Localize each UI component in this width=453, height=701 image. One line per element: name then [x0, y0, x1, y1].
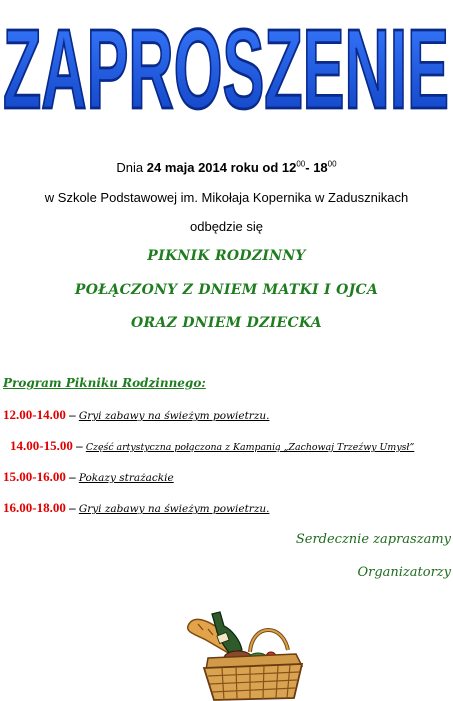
- date-prefix: Dnia: [116, 160, 147, 175]
- title-text: ZAPROSZENIE: [3, 7, 450, 130]
- invitation-title: [0, 0, 453, 130]
- program-desc: Część artystyczna połączona z Kampanią „Zachowaj Trzeźwy Umysł”: [85, 442, 415, 453]
- date-bold: 24 maja 2014 roku od 12: [146, 160, 297, 175]
- event-name-line3: ORAZ DNIEM DZIECKA: [131, 315, 322, 331]
- program-dash: –: [72, 438, 86, 453]
- program-desc: Gryi zabawy na świeżym powietrzu.: [78, 503, 270, 515]
- program-dash: –: [65, 407, 79, 422]
- event-date-line: [0, 160, 453, 175]
- program-time: 15.00-16.00: [3, 469, 66, 484]
- event-name-line1: PIKNIK RODZINNY: [147, 248, 306, 264]
- program-time: 16.00-18.00: [3, 500, 66, 515]
- program-item: [10, 437, 414, 455]
- date-dash: - 18: [305, 160, 328, 175]
- end-time-sup: 00: [327, 159, 337, 169]
- program-item: [3, 468, 174, 486]
- program-desc: Pokazy strażackie: [78, 472, 174, 484]
- will-take-place: odbędzie się: [190, 219, 263, 234]
- program-desc: Gryi zabawy na świeżym powietrzu.: [78, 410, 270, 422]
- program-time: 14.00-15.00: [10, 438, 73, 453]
- event-name-line2: POŁĄCZONY Z DNIEM MATKI I OJCA: [74, 282, 379, 298]
- closing-invite: Serdecznie zapraszamy: [295, 532, 451, 547]
- program-item: [3, 499, 269, 517]
- title-wordart: [0, 0, 453, 130]
- program-heading: Program Pikniku Rodzinnego:: [3, 376, 206, 390]
- closing-signature: Organizatorzy: [357, 565, 451, 580]
- program-item: [3, 406, 269, 424]
- event-location: w Szkole Podstawowej im. Mikołaja Kopernika w Zadusznikach: [44, 190, 409, 205]
- program-dash: –: [65, 469, 79, 484]
- picnic-basket-icon: [178, 606, 310, 701]
- program-time: 12.00-14.00: [3, 407, 66, 422]
- start-time-sup: 00: [296, 159, 306, 169]
- program-dash: –: [65, 500, 79, 515]
